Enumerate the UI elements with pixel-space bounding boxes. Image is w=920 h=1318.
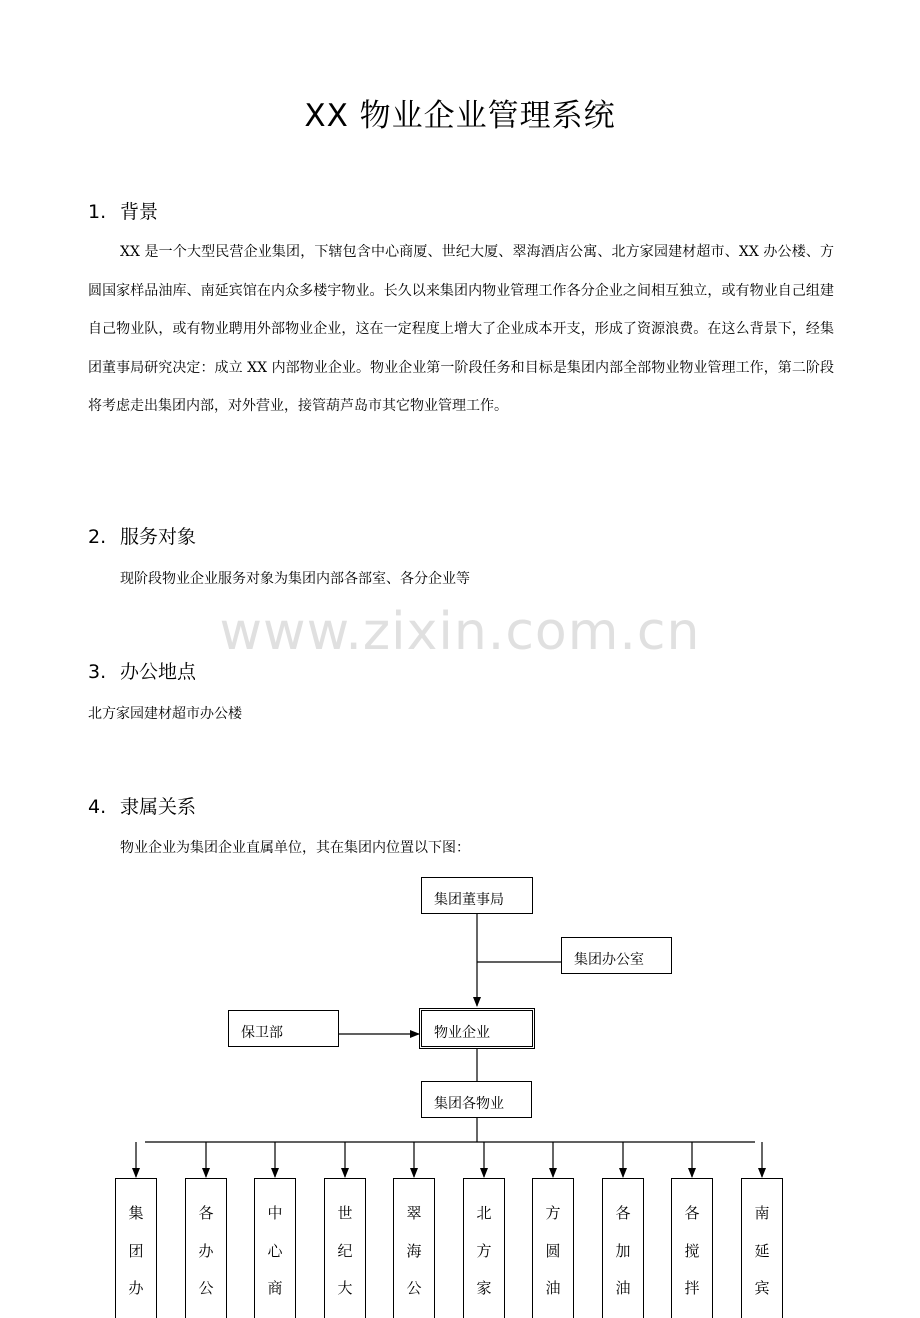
child-unit-3-char-1: 中 [267,1204,283,1222]
child-unit-box-9 [671,1178,713,1318]
child-unit-box-2 [185,1178,227,1318]
child-unit-box-5 [393,1178,435,1318]
child-unit-4-char-1: 世 [337,1204,353,1222]
child-unit-3-char-2: 心 [267,1241,283,1260]
child-unit-5-char-2: 海 [406,1241,422,1260]
child-unit-4-char-2: 纪 [337,1241,353,1260]
child-unit-8-char-2: 加 [615,1241,631,1260]
child-unit-6-char-1: 北 [476,1204,492,1222]
child-unit-2-char-2: 办 [198,1241,214,1260]
properties-box: 集团各物业 [421,1081,532,1118]
security-box: 保卫部 [228,1010,339,1047]
child-arrows [136,1142,762,1177]
child-unit-3-char-3: 商 [267,1279,283,1297]
child-unit-9-char-3: 拌 [684,1279,700,1297]
child-unit-6-char-3: 家 [476,1279,492,1297]
child-unit-7-char-2: 圆 [545,1241,561,1260]
child-unit-4-char-3: 大 [337,1279,353,1297]
section-3-body: 北方家园建材超市办公楼 [88,706,242,722]
child-unit-box-8 [602,1178,644,1318]
child-unit-9-char-1: 各 [684,1204,700,1222]
watermark: www.zixin.com.cn [219,602,701,662]
child-unit-10-char-1: 南 [754,1204,770,1222]
section-4-title: 隶属关系 [120,796,197,818]
child-unit-box-1 [115,1178,157,1318]
child-unit-5-char-3: 公 [406,1279,422,1297]
section-3-number: 3. [88,661,107,683]
child-unit-10-char-2: 延 [754,1241,770,1260]
section-4-number: 4. [88,796,107,818]
child-unit-1-char-2: 团 [128,1241,144,1260]
document-title: XX 物业企业管理系统 [304,98,616,134]
section-1-title: 背景 [120,201,159,223]
child-unit-2-char-3: 公 [198,1279,214,1297]
child-unit-1-char-1: 集 [128,1204,144,1222]
child-unit-8-char-3: 油 [615,1279,631,1297]
section-1-body: XX 是一个大型民营企业集团，下辖包含中心商厦、世纪大厦、翠海酒店公寓、北方家园建材超市、XX 办公楼、方圆国家样品油库、南延宾馆在内众多楼宇物业。长久以来集团内物业管理工作各分企业之间相互独立，或有物业自己组建自己物业队，或有物业聘用外部物业企业，这在一定程度上增大了企业成本开支，形成了资源浪费。在这么背景下，经集团董事局研究决定：成立 XX 内部物业企业。物业企业第一阶段任务和目标是集团内部全部物业物业管理工作，第二阶段将考虑走出集团内部，对外营业，接管葫芦岛市其它物业管理工作。 [88,244,834,414]
section-3-title: 办公地点 [120,661,197,683]
child-unit-9-char-2: 搅 [684,1241,700,1260]
child-unit-10-char-3: 宾 [754,1279,770,1297]
section-2-title: 服务对象 [120,526,197,548]
board-box: 集团董事局 [421,877,533,914]
child-unit-8-char-1: 各 [615,1204,631,1222]
child-unit-box-6 [463,1178,505,1318]
child-unit-box-10 [741,1178,783,1318]
section-2-body: 现阶段物业企业服务对象为集团内部各部室、各分企业等 [120,571,470,587]
section-1-number: 1. [88,201,107,223]
child-unit-box-3 [254,1178,296,1318]
child-unit-7-char-1: 方 [545,1204,561,1222]
child-unit-6-char-2: 方 [476,1241,492,1260]
child-unit-2-char-1: 各 [198,1204,214,1222]
child-unit-7-char-3: 油 [545,1279,561,1297]
company-box: 物业企业 [419,1008,535,1049]
section-4-body: 物业企业为集团企业直属单位，其在集团内位置以下图： [120,840,470,856]
office-box: 集团办公室 [561,937,672,974]
child-unit-5-char-1: 翠 [406,1204,422,1222]
child-unit-box-4 [324,1178,366,1318]
section-2-number: 2. [88,526,107,548]
child-unit-box-7 [532,1178,574,1318]
child-unit-1-char-3: 办 [128,1279,144,1297]
